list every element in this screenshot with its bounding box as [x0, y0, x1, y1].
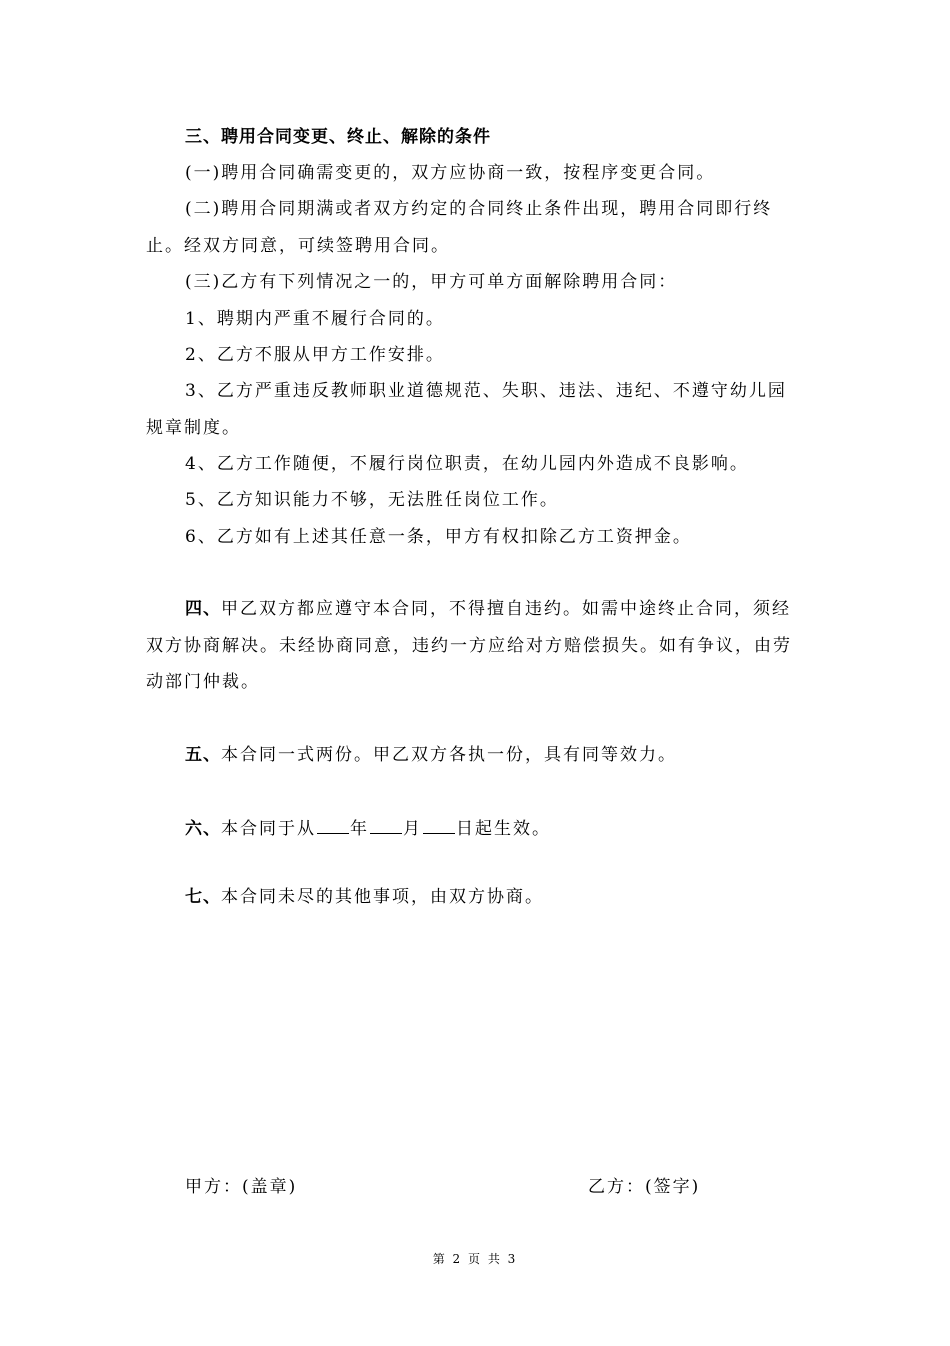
- party-a-signature: 甲方：(盖章): [185, 1177, 298, 1197]
- section6: [185, 817, 551, 839]
- list-item: 1、聘期内严重不履行合同的。: [185, 309, 445, 329]
- year-label: 年: [350, 819, 369, 839]
- section4-line2: 双方协商解决。未经协商同意，违约一方应给对方赔偿损失。如有争议，由劳: [146, 636, 792, 656]
- year-blank: [317, 817, 349, 834]
- list-item: 2、乙方不服从甲方工作安排。: [185, 345, 445, 365]
- list-item: 4、乙方工作随便，不履行岗位职责，在幼儿园内外造成不良影响。: [185, 454, 749, 474]
- section5: [185, 745, 677, 765]
- list-item: 5、乙方知识能力不够，无法胜任岗位工作。: [185, 490, 559, 510]
- section6-text-a: 本合同于从: [221, 819, 316, 839]
- section3-title: 三、聘用合同变更、终止、解除的条件: [185, 127, 491, 147]
- section4-line3: 动部门仲裁。: [146, 672, 260, 692]
- section3-clause2-line2: 止。经双方同意，可续签聘用合同。: [146, 236, 450, 256]
- section4-text-1: 甲乙双方都应遵守本合同，不得擅自违约。如需中途终止合同，须经: [221, 599, 791, 619]
- section4-line1: [185, 599, 791, 619]
- day-blank: [423, 817, 455, 834]
- section7-label: 七、: [185, 887, 221, 907]
- party-b-signature: 乙方：(签字): [588, 1177, 701, 1197]
- section4-label: 四、: [185, 599, 221, 619]
- section7-text: 本合同未尽的其他事项，由双方协商。: [221, 887, 544, 907]
- month-label: 月: [403, 819, 422, 839]
- section5-label: 五、: [185, 745, 221, 765]
- list-item-continuation: 规章制度。: [146, 418, 241, 438]
- section6-label: 六、: [185, 819, 221, 839]
- section3-clause3: (三)乙方有下列情况之一的，甲方可单方面解除聘用合同：: [185, 272, 678, 292]
- list-item: 3、乙方严重违反教师职业道德规范、失职、违法、违纪、不遵守幼儿园: [185, 381, 787, 401]
- section7: [185, 887, 544, 907]
- section5-text: 本合同一式两份。甲乙双方各执一份，具有同等效力。: [221, 745, 677, 765]
- month-blank: [370, 817, 402, 834]
- page-number: 第 2 页 共 3: [432, 1252, 518, 1266]
- section6-text-b: 日起生效。: [456, 819, 551, 839]
- list-item: 6、乙方如有上述其任意一条，甲方有权扣除乙方工资押金。: [185, 527, 692, 547]
- section3-clause1: (一)聘用合同确需变更的，双方应协商一致，按程序变更合同。: [185, 163, 716, 183]
- section3-clause2-line1: (二)聘用合同期满或者双方约定的合同终止条件出现，聘用合同即行终: [185, 199, 773, 219]
